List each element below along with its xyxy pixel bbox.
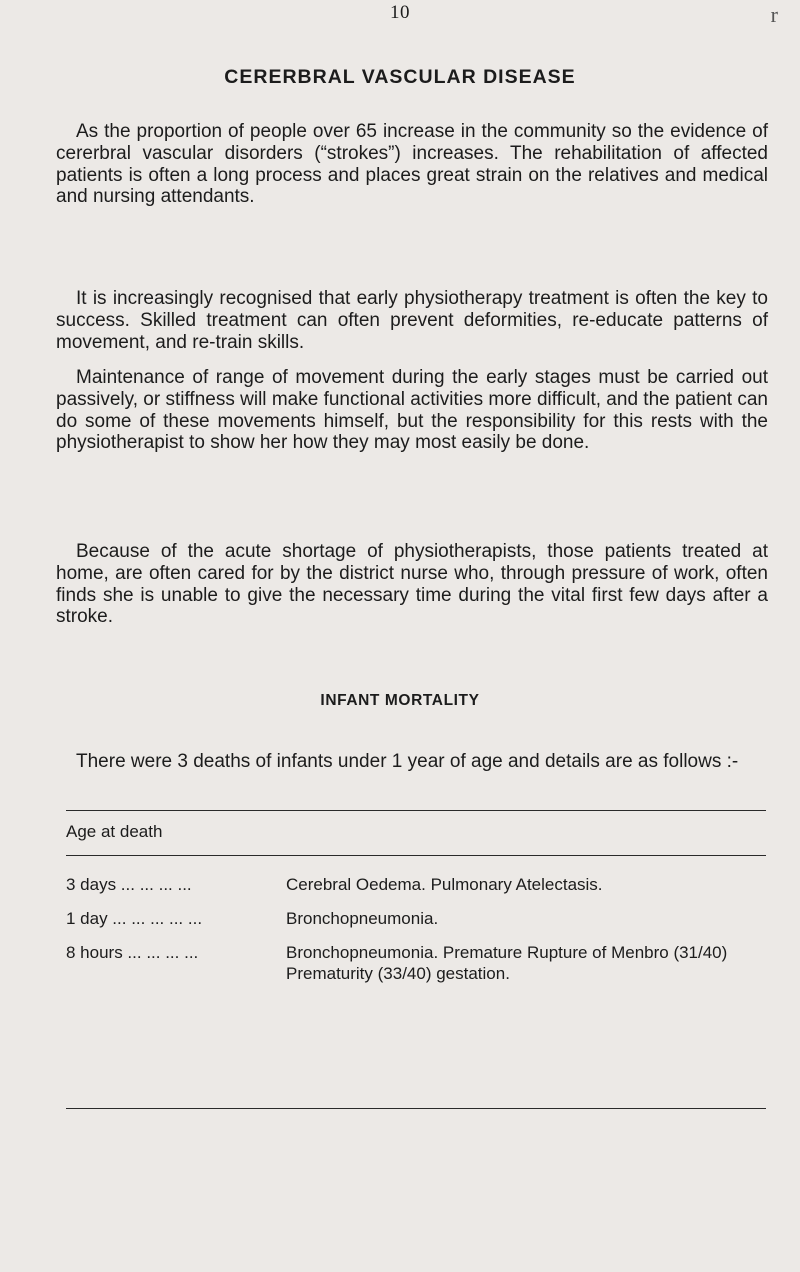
row-age: 8 hours ... ... ... ... xyxy=(66,943,199,962)
page-number: 10 xyxy=(390,2,410,23)
paragraph-cerebral-1: As the proportion of people over 65 increase in the community so the evidence of cererbral vascular disorders (“strokes”) increases. The rehabilitation of affected patients is often a long process and places great strain on the relatives and medical and nursing attendants. xyxy=(56,121,768,208)
corner-mark: r xyxy=(770,2,778,27)
paragraph-cerebral-3: Maintenance of range of movement during the early stages must be carried out passively, or stiffness will make functional activities more difficult, and the patient can do some of these movements himself, but the responsibility for this rests with the physiotherapist to show her how they may most easily be done. xyxy=(56,367,768,454)
table-rule-bottom xyxy=(66,1108,766,1109)
table-header-age: Age at death xyxy=(66,822,163,841)
table-rule-top xyxy=(66,810,766,811)
row-age: 1 day ... ... ... ... ... xyxy=(66,909,203,928)
row-cause: Bronchopneumonia. xyxy=(286,909,439,928)
paragraph-cerebral-2: It is increasingly recognised that early physiotherapy treatment is often the key to success. Skilled treatment can often prevent deformities, re-educate patterns of movement, and re-train skills. xyxy=(56,288,768,353)
section-title-cerebral: CERERBRAL VASCULAR DISEASE xyxy=(224,66,576,88)
paragraph-cerebral-4: Because of the acute shortage of physiotherapists, those patients treated at home, are often cared for by the district nurse who, through pressure of work, often finds she is unable to give the necessary time during the vital first few days after a stroke. xyxy=(56,541,768,628)
row-cause: Bronchopneumonia. Premature Rupture of Menbro (31/40) Prematurity (33/40) gestation. xyxy=(286,943,728,983)
table-rule-header xyxy=(66,855,766,856)
section-title-infant: INFANT MORTALITY xyxy=(320,692,480,709)
paragraph-infant-intro: There were 3 deaths of infants under 1 year of age and details are as follows :- xyxy=(76,751,739,772)
row-cause: Cerebral Oedema. Pulmonary Atelectasis. xyxy=(286,875,603,894)
row-age: 3 days ... ... ... ... xyxy=(66,875,192,894)
